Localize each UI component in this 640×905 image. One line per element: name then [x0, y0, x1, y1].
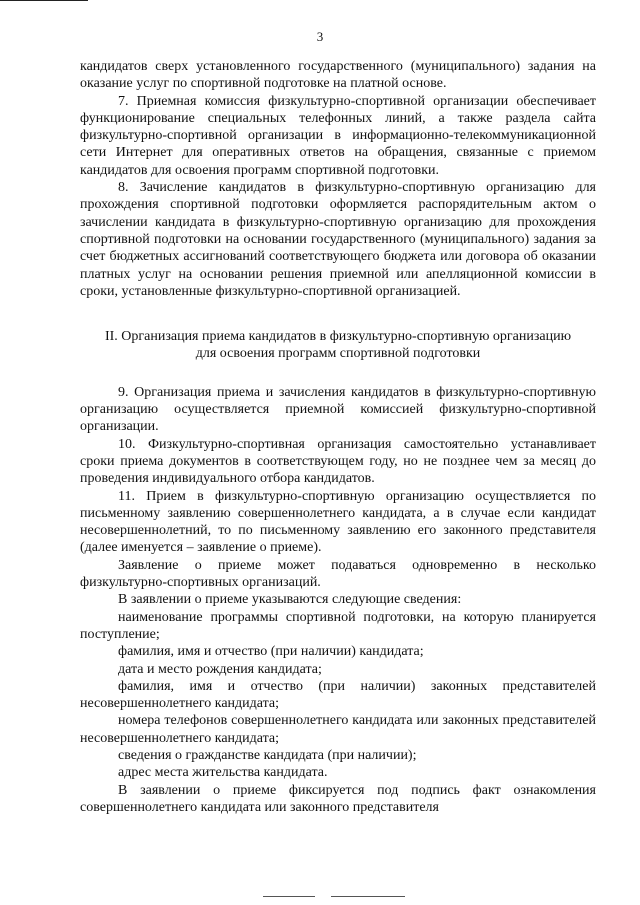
paragraph-8: 8. Зачисление кандидатов в физкультурно-спортивную организацию для прохождения спортивной подготовки оформляется распорядительным актом о зачислении кандидата в физкультурно-спортивную организацию для прохождения спортивной подготовки на основании государственного (муниципального) задания за счет бюджетных ассигнований соответствующего бюджета или договора об оказании платных услуг на основании решения приемной или апелляционной комиссии в сроки, установленные физкультурно-спортивной организацией. [80, 180, 596, 299]
document-body [80, 58, 596, 816]
list-item-phone-numbers: номера телефонов совершеннолетнего кандидата или законных представителей несовершеннолетнего кандидата; [80, 713, 596, 746]
paragraph-multiple-applications: Заявление о приеме может подаваться одновременно в несколько физкультурно-спортивных организаций. [80, 557, 596, 591]
list-item-candidate-name: фамилия, имя и отчество (при наличии) кандидата; [118, 644, 424, 660]
bottom-rule-right [331, 896, 405, 897]
bottom-rule-left [263, 896, 315, 897]
list-item-birth-info: дата и место рождения кандидата; [118, 661, 322, 677]
paragraph-acknowledgement: В заявлении о приеме фиксируется под подпись факт ознакомления совершеннолетнего кандидата или законного представителя [80, 782, 596, 815]
section-heading-line-2: для освоения программ спортивной подготовки [195, 346, 481, 362]
page-number: 3 [316, 29, 324, 44]
top-rule [0, 0, 88, 1]
section-heading [80, 328, 596, 363]
paragraph-application-details-intro: В заявлении о приеме указываются следующие сведения: [118, 592, 462, 608]
paragraph-10: 10. Физкультурно-спортивная организация самостоятельно устанавливает сроки приема документов в соответствующем году, но не позднее чем за месяц до проведения индивидуального отбора кандидатов. [80, 436, 596, 487]
paragraph-9: 9. Организация приема и зачисления кандидатов в физкультурно-спортивную организацию осуществляется приемной комиссией физкультурно-спортивной организации. [80, 384, 596, 435]
section-heading-line-1: II. Организация приема кандидатов в физкультурно-спортивную организацию [104, 329, 572, 345]
list-item-representatives-name: фамилия, имя и отчество (при наличии) законных представителей несовершеннолетнего кандидата; [80, 678, 596, 712]
list-item-address: адрес места жительства кандидата. [118, 765, 328, 781]
list-item-citizenship: сведения о гражданстве кандидата (при наличии); [118, 747, 417, 763]
list-item-program-name: наименование программы спортивной подготовки, на которую планируется поступление; [80, 609, 596, 642]
paragraph-continuation: кандидатов сверх установленного государственного (муниципального) задания на оказание услуг по спортивной подготовке на платной основе. [80, 59, 596, 92]
paragraph-11: 11. Прием в физкультурно-спортивную организацию осуществляется по письменному заявлению совершеннолетнего кандидата, а в случае если кандидат несовершеннолетний, то по письменному заявлению его законного представителя (далее именуется – заявление о приеме). [80, 488, 596, 556]
paragraph-7: 7. Приемная комиссия физкультурно-спортивной организации обеспечивает функционирование специальных телефонных линий, а также раздела сайта физкультурно-спортивной организации в информационно-телекоммуникационной сети Интернет для оперативных ответов на обращения, связанные с приемом кандидатов для освоения программ спортивной подготовки. [80, 93, 596, 178]
